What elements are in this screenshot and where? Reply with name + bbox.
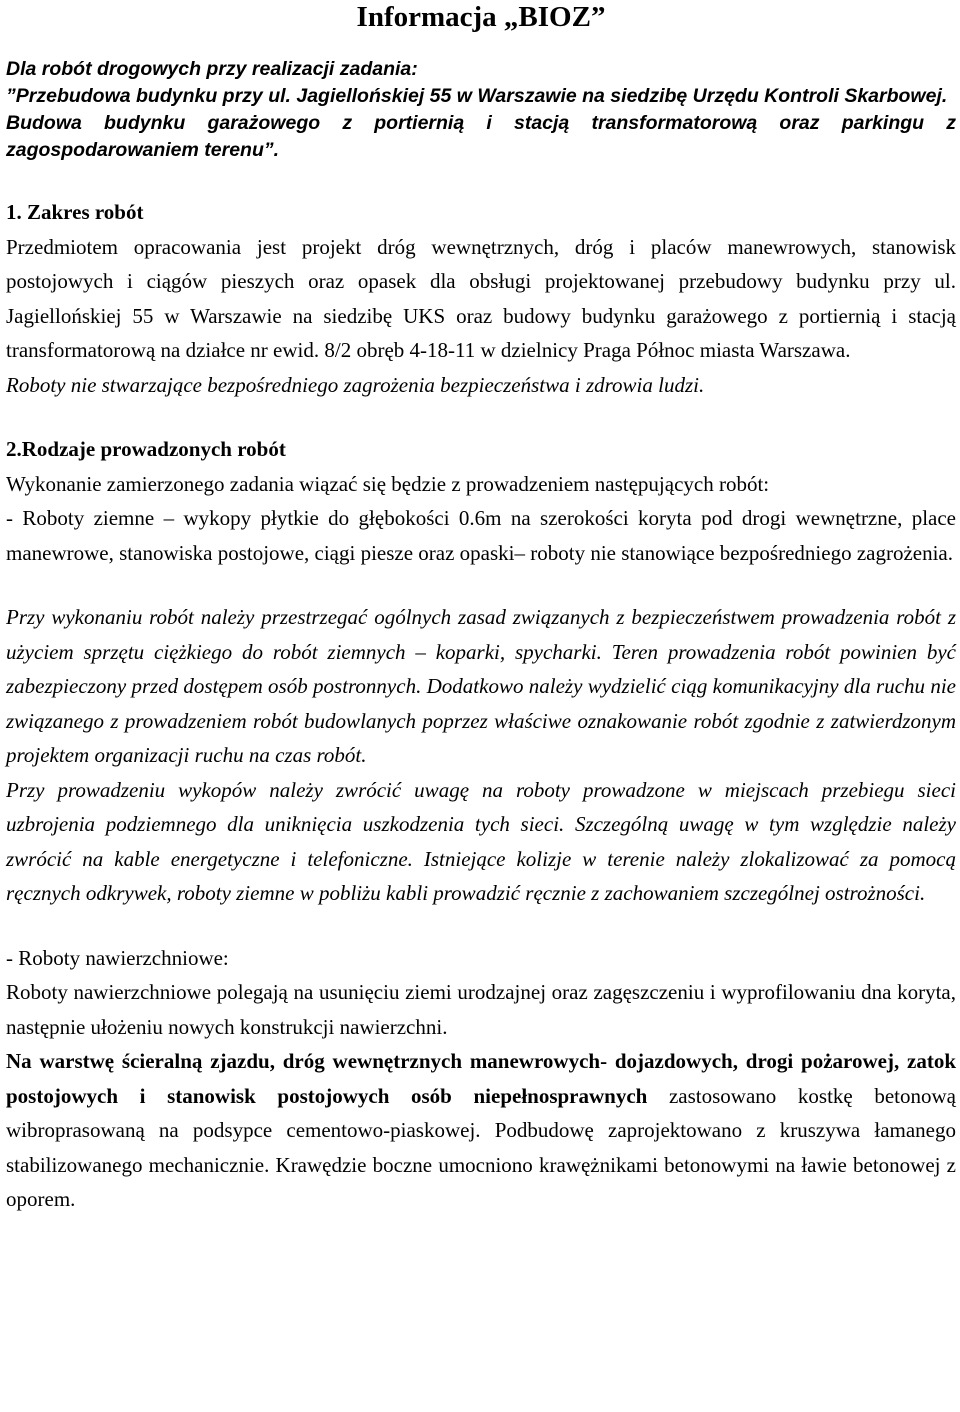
task-description: [6, 56, 956, 164]
surface-rest-text: zastosowano kostkę betonową wibroprasowaną na podsypce cementowo-piaskowej. Podbudowę zaprojektowano z kruszywa łamanego stabilizowanego mechanicznie. Krawędzie boczne umocniono krawężnikami betonowymi na ławie betonowej z oporem.: [6, 1083, 956, 1211]
surface-works: [6, 941, 956, 1217]
section-work-types: [6, 432, 956, 570]
document-title: Informacja „BIOZ”: [356, 1, 606, 33]
work-types-intro: Wykonanie zamierzonego zadania wiązać się będzie z prowadzeniem następujących robót:: [6, 471, 770, 496]
surface-paragraph: Roboty nawierzchniowe polegają na usunięciu ziemi urodzajnej oraz zagęszczeniu i wyprofilowaniu dna koryta, następnie ułożeniu nowych konstrukcji nawierzchni.: [6, 980, 956, 1039]
utilities-paragraph: Przy prowadzeniu wykopów należy zwrócić uwagę na roboty prowadzone w miejscach przebiegu sieci uzbrojenia podziemnego dla uniknięcia uszkodzenia tych sieci. Szczególną uwagę w tym względzie należy zwrócić na kable energetyczne i telefoniczne. Istniejące kolizje w terenie należy zlokalizować za pomocą ręcznych odkrywek, roboty ziemne w pobliżu kabli prowadzić ręcznie z zachowaniem szczególnej ostrożności.: [6, 777, 956, 905]
safety-notes: [6, 600, 956, 911]
surface-heading: - Roboty nawierzchniowe:: [6, 945, 229, 970]
task-name-line: ”Przebudowa budynku przy ul. Jagiellońskiej 55 w Warszawie na siedzibę Urzędu Kontroli Skarbowej.: [6, 85, 948, 107]
section-scope: [6, 195, 956, 402]
safety-paragraph: Przy wykonaniu robót należy przestrzegać ogólnych zasad związanych z bezpieczeństwem prowadzenia robót z użyciem sprzętu ciężkiego do robót ziemnych – koparki, spycharki. Teren prowadzenia robót powinien być zabezpieczony przed dostępem osób postronnych. Dodatkowo należy wydzielić ciąg komunikacyjny dla ruchu nie związanego z prowadzeniem robót budowlanych poprzez właściwe oznakowanie robót zgodnie z zatwierdzonym projektem organizacji ruchu na czas robót.: [6, 605, 956, 767]
surface-materials-paragraph: [6, 1044, 956, 1217]
earthworks-paragraph: - Roboty ziemne – wykopy płytkie do głębokości 0.6m na szerokości koryta pod drogi wewnętrzne, place manewrowe, stanowiska postojowe, ciągi piesze oraz opaski– roboty nie stanowiące bezpośredniego zagrożenia.: [6, 506, 956, 565]
section-heading: 1. Zakres robót: [6, 200, 144, 224]
section-heading: 2.Rodzaje prowadzonych robót: [6, 437, 286, 461]
document-page: [6, 0, 956, 1217]
surface-bold-text: Na warstwę ścieralną zjazdu, dróg wewnętrznych manewrowych- dojazdowych, drogi pożarowej, zatok postojowych i stanowisk postojowych osób niepełnosprawnych: [6, 1049, 956, 1108]
scope-note: Roboty nie stwarzające bezpośredniego zagrożenia bezpieczeństwa i zdrowia ludzi.: [6, 372, 705, 397]
scope-paragraph: Przedmiotem opracowania jest projekt dróg wewnętrznych, dróg i placów manewrowych, stanowisk postojowych i ciągów pieszych oraz opasek dla obsługi projektowanej przebudowy budynku przy ul. Jagiellońskiej 55 w Warszawie na siedzibę UKS oraz budowy budynku garażowego z portiernią i stacją transformatorową na działce nr ewid. 8/2 obręb 4-18-11 w dzielnicy Praga Północ miasta Warszawa.: [6, 234, 956, 362]
task-intro-line: Dla robót drogowych przy realizacji zadania:: [6, 58, 418, 80]
task-name-continued: Budowa budynku garażowego z portiernią i stacją transformatorową oraz parkingu z zagospodarowaniem terenu”.: [6, 112, 956, 161]
